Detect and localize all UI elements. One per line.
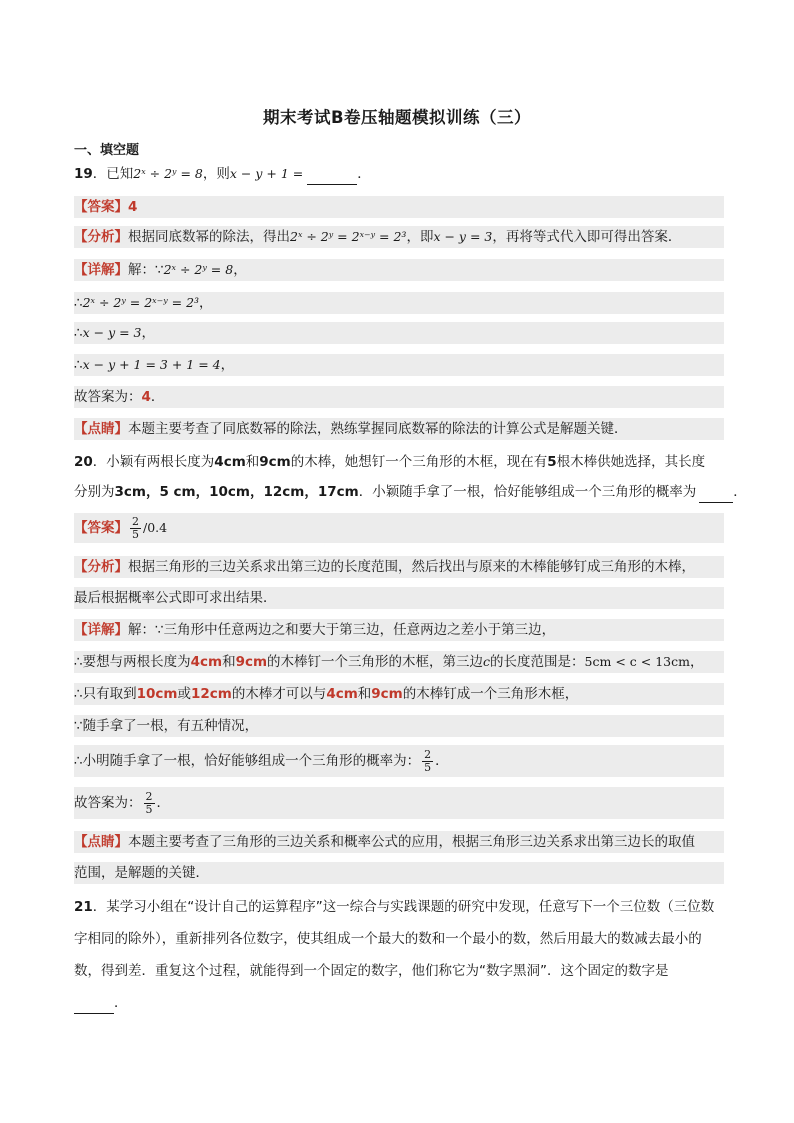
q20-final: 故答案为： $\frac{2}{5}$ ． xyxy=(74,787,724,819)
fraction: $\frac{2}{5}$ xyxy=(424,747,432,774)
q20-analysis-2: 最后根据概率公式即可求出结果． xyxy=(74,587,724,609)
answer-blank xyxy=(74,999,114,1014)
q20-answer: 【答案】 $\frac{2}{5}$ /0.4 xyxy=(74,513,724,543)
q21-stem-3: 数，得到差．重复这个过程，就能得到一个固定的数字，他们称它为“数字黑洞”．这个固定的数字是 xyxy=(74,963,669,979)
q21-stem-2: 字相同的除外），重新排列各位数字，使其组成一个最大的数和一个最小的数，然后用最大的数减去最小的 xyxy=(74,931,702,947)
answer-blank xyxy=(699,488,733,503)
page-title: 期末考试B卷压轴题模拟训练（三） xyxy=(262,108,532,127)
q20-detail-4: ∵随手拿了一根，有五种情况， xyxy=(74,715,724,737)
q21-stem-4: ． xyxy=(74,992,724,1014)
section-heading: 一、填空题 xyxy=(74,143,140,158)
q20-detail-5: ∴小明随手拿了一根，恰好能够组成一个三角形的概率为： $\frac{2}{5}$ ． xyxy=(74,745,724,777)
q19-detail-4: ∴x − y + 1 = 3 + 1 = 4， xyxy=(74,354,724,376)
q19-final: 故答案为：4． xyxy=(74,386,724,408)
q20-detail-3: ∴只有取到10cm或12cm的木棒才可以与4cm和9cm的木棒钉成一个三角形木框， xyxy=(74,683,724,705)
q19-detail-3: ∴x − y = 3， xyxy=(74,322,724,344)
q19-answer: 【答案】4 xyxy=(74,196,724,218)
fraction: $\frac{2}{5}$ xyxy=(132,514,139,541)
fraction: $\frac{2}{5}$ xyxy=(145,789,153,816)
q19-analysis: 【分析】根据同底数幂的除法，得出2ˣ ÷ 2ʸ = 2ˣ⁻ʸ = 2³，即x − y = 3，再将等式代入即可得出答案． xyxy=(74,226,724,248)
q19-detail-1: 【详解】解：∵2ˣ ÷ 2ʸ = 8， xyxy=(74,259,724,281)
q20-analysis-1: 【分析】根据三角形的三边关系求出第三边的长度范围，然后找出与原来的木棒能够钉成三角形的木棒， xyxy=(74,556,724,578)
q20-stem-2: 分别为3cm，5 cm，10cm，12cm，17cm．小颖随手拿了一根，恰好能够组成一个三角形的概率为 ． xyxy=(74,481,724,503)
q19-detail-2: ∴2ˣ ÷ 2ʸ = 2ˣ⁻ʸ = 2³， xyxy=(74,292,724,314)
q19-number: 19 xyxy=(74,166,93,182)
q21-stem-1: 21．某学习小组在“设计自己的运算程序”这一综合与实践课题的研究中发现，任意写下一个三位数（三位数 xyxy=(74,899,715,915)
q20-detail-1: 【详解】解：∵三角形中任意两边之和要大于第三边，任意两边之差小于第三边， xyxy=(74,619,724,641)
answer-blank xyxy=(307,170,357,185)
q20-detail-2: ∴要想与两根长度为4cm和9cm的木棒钉一个三角形的木框，第三边c的长度范围是：5cm < c < 13cm， xyxy=(74,651,724,673)
q19-comment: 【点睛】本题主要考查了同底数幂的除法，熟练掌握同底数幂的除法的计算公式是解题关键． xyxy=(74,418,724,440)
q20-comment-2: 范围，是解题的关键． xyxy=(74,862,724,884)
q19-stem: 19．已知2ˣ ÷ 2ʸ = 8，则x − y + 1 = ． xyxy=(74,163,724,185)
q20-comment-1: 【点睛】本题主要考查了三角形的三边关系和概率公式的应用，根据三角形三边关系求出第三边长的取值 xyxy=(74,831,724,853)
q21-number: 21 xyxy=(74,899,93,915)
q20-number: 20 xyxy=(74,454,93,470)
q20-stem-1: 20．小颖有两根长度为4cm和9cm的木棒，她想钉一个三角形的木框，现在有5根木棒供她选择，其长度 xyxy=(74,454,706,470)
